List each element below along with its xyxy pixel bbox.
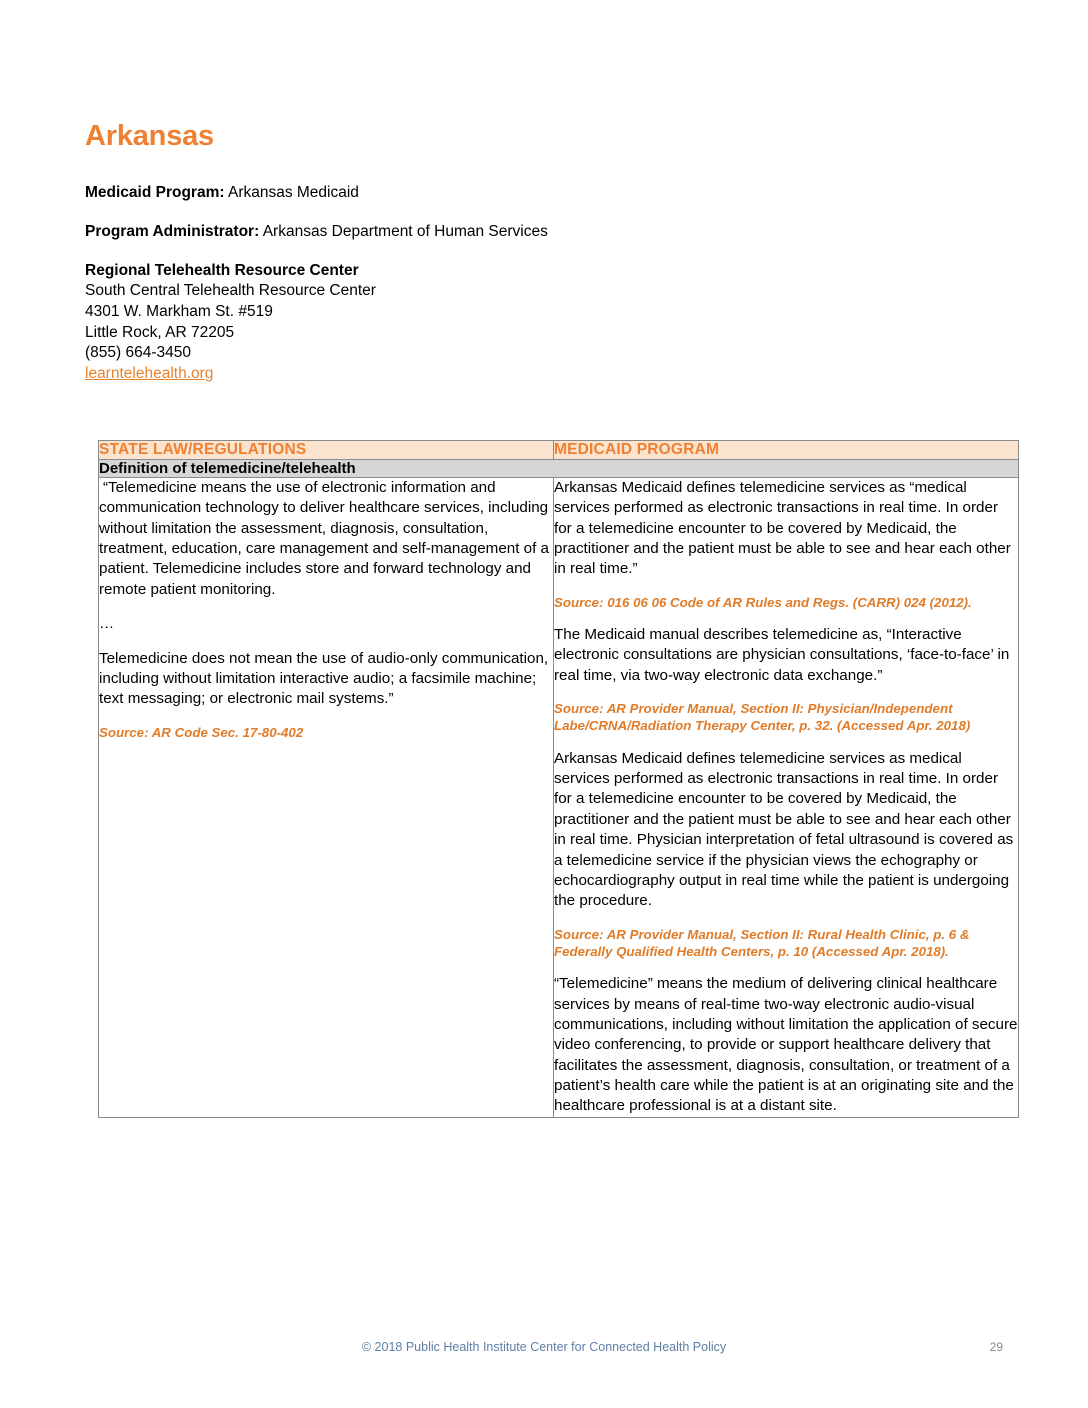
trc-address-line2: Little Rock, AR 72205 <box>85 323 235 341</box>
column-header-medicaid-program: MEDICAID PROGRAM <box>554 441 1019 460</box>
medicaid-paragraph-4: “Telemedicine” means the medium of delivering clinical healthcare services by means of real-time two-way electronic audio-visual communications, including without limitation the application of secure video conferencing, to provide or support healthcare delivery that facilitates the assessment, diagnosis, consultation, or treatment of a patient’s health care while the patient is at an originating site and the healthcare professional is at a distant site. <box>554 975 1018 1115</box>
medicaid-source-3: Source: AR Provider Manual, Section II: Rural Health Clinic, p. 6 & Federally Qualified Health Centers, p. 10 (Accessed Apr. 2018). <box>554 926 970 959</box>
program-administrator-line <box>85 222 1005 243</box>
medicaid-source-1: Source: 016 06 06 Code of AR Rules and Regs. (CARR) 024 (2012). <box>554 594 972 610</box>
medicaid-paragraph-3: Arkansas Medicaid defines telemedicine services as medical services performed as electronic transactions in real time. In order for a telemedicine encounter to be covered by Medicaid, the practitioner and the patient must be able to see and hear each other in real time. Physician interpretation of fetal ultrasound is covered as a telemedicine service if the physician views the echography or echocardiography output in real time while the patient is undergoing the procedure. <box>554 749 1014 910</box>
footer-page-number: 29 <box>989 1340 1003 1354</box>
program-administrator-label: Program Administrator: <box>85 222 260 240</box>
page-title: Arkansas <box>85 120 214 152</box>
medicaid-program-label: Medicaid Program: <box>85 184 225 201</box>
telehealth-resource-center-block <box>85 261 1005 385</box>
cell-medicaid-program-content <box>554 478 1019 1118</box>
state-law-source-1: Source: AR Code Sec. 17-80-402 <box>99 724 304 740</box>
trc-title: Regional Telehealth Resource Center <box>85 261 359 279</box>
program-administrator-value: Arkansas Department of Human Services <box>259 222 548 240</box>
telehealth-definition-table <box>98 440 1019 1118</box>
state-law-paragraph-2: Telemedicine does not mean the use of audio-only communication, including without limitation interactive audio; a facsimile machine; text messaging; or electronic mail systems.” <box>99 649 549 708</box>
table-section-row <box>99 460 1019 478</box>
medicaid-source-2: Source: AR Provider Manual, Section II: Physician/Independent Labe/CRNA/Radiation Therapy Center, p. 32. (Accessed Apr. 2018) <box>554 701 971 734</box>
trc-website-link[interactable]: learntelehealth.org <box>85 364 214 382</box>
column-header-state-law: STATE LAW/REGULATIONS <box>99 441 554 460</box>
table-row <box>99 478 1019 1118</box>
table-header-row <box>99 441 1019 460</box>
cell-state-law-content <box>99 478 554 1118</box>
state-law-paragraph-1: “Telemedicine means the use of electronic information and communication technology to deliver healthcare services, including without limitation the assessment, diagnosis, consultation, treatment, education, care management and self-management of a patient. Telemedicine includes store and forward technology and remote patient monitoring. <box>99 479 549 598</box>
header-block <box>85 120 1005 391</box>
medicaid-paragraph-2: The Medicaid manual describes telemedicine as, “Interactive electronic consultations are physician consultations, ‘face-to-face’ in real time, via two-way electronic data exchange.” <box>554 626 1010 684</box>
medicaid-program-value: Arkansas Medicaid <box>224 184 359 201</box>
trc-phone: (855) 664-3450 <box>85 344 191 362</box>
medicaid-program-line <box>85 183 1005 204</box>
trc-address-line1: 4301 W. Markham St. #519 <box>85 303 273 321</box>
trc-name: South Central Telehealth Resource Center <box>85 282 376 300</box>
state-law-ellipsis: … <box>99 615 115 633</box>
footer-copyright: © 2018 Public Health Institute Center for Connected Health Policy <box>361 1340 727 1354</box>
medicaid-paragraph-1: Arkansas Medicaid defines telemedicine services as “medical services performed as electronic transactions in real time. In order for a telemedicine encounter to be covered by Medicaid, the practitioner and the patient must be able to see and hear each other in real time.” <box>554 479 1011 578</box>
section-title-definition: Definition of telemedicine/telehealth <box>99 460 1019 478</box>
